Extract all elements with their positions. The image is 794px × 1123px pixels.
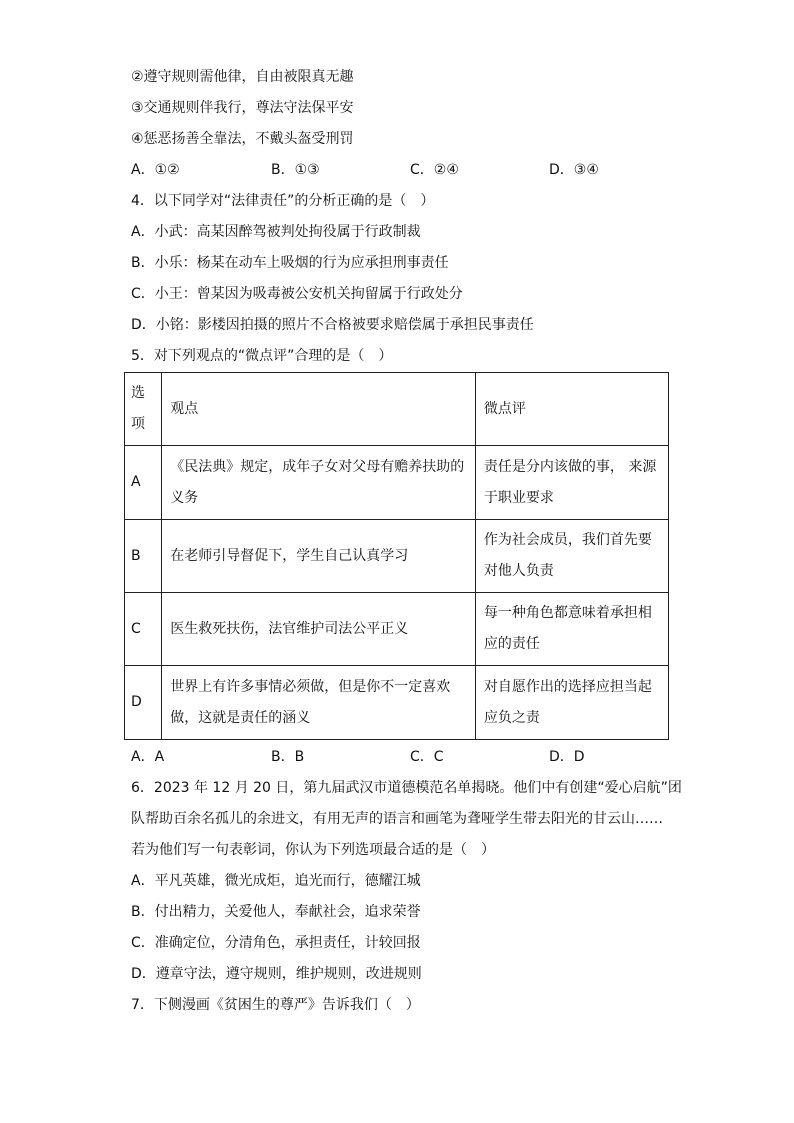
q5-option-b[interactable]: B．B [271,749,305,765]
row-option: D [125,666,162,740]
row-option: B [125,520,162,593]
q6-stem-line-3: 若为他们写一句表彰词，你认为下列选项最合适的是（ ） [131,842,495,858]
statement-4: ④惩恶扬善全靠法，不戴头盔受刑罚 [131,131,354,147]
row-viewpoint: 《民法典》规定，成年子女对父母有赡养扶助的义务 [162,446,476,520]
table-row [125,520,669,593]
q6-option-b[interactable]: B．付出精力，关爱他人，奉献社会，追求荣誉 [131,904,421,920]
header-viewpoint: 观点 [162,373,476,446]
row-viewpoint: 世界上有许多事情必须做，但是你不一定喜欢做，这就是责任的涵义 [162,666,476,740]
q5-option-c[interactable]: C．C [410,749,444,765]
q5-option-a[interactable]: A．A [131,749,165,765]
header-option: 选项 [125,373,162,446]
q6-option-a[interactable]: A．平凡英雄，微光成炬，追光而行，德耀江城 [131,873,421,889]
table-row [125,593,669,666]
q3-option-d[interactable]: D．③④ [549,162,599,178]
row-option: C [125,593,162,666]
q6-option-d[interactable]: D．遵章守法，遵守规则，维护规则，改进规则 [131,966,422,982]
statement-3: ③交通规则伴我行，尊法守法保平安 [131,100,354,116]
q5-option-d[interactable]: D．D [549,749,585,765]
q4-option-a[interactable]: A．小武：高某因醉驾被判处拘役属于行政制裁 [131,224,421,240]
header-comment: 微点评 [475,373,668,446]
table-row [125,666,669,740]
q5-stem: 5．对下列观点的“微点评”合理的是（ ） [131,348,393,364]
q5-options [131,747,691,767]
q6-stem-line-1: 6．2023 年 12 月 20 日，第九届武汉市道德模范名单揭晓。他们中有创建“爱心启航”团 [131,780,682,796]
row-comment: 每一种角色都意味着承担相应的责任 [475,593,668,666]
row-comment: 作为社会成员，我们首先要对他人负责 [475,520,668,593]
q4-stem: 4．以下同学对“法律责任”的分析正确的是（ ） [131,193,435,209]
q3-option-b[interactable]: B．①③ [271,162,320,178]
q6-option-c[interactable]: C．准确定位，分清角色，承担责任，计较回报 [131,935,421,951]
q3-option-a[interactable]: A．①② [131,162,180,178]
row-comment: 责任是分内该做的事， 来源于职业要求 [475,446,668,520]
q3-option-c[interactable]: C．②④ [410,162,459,178]
table-header-row [125,373,669,446]
row-option: A [125,446,162,520]
q7-stem: 7．下侧漫画《贫困生的尊严》告诉我们（ ） [131,997,420,1013]
row-viewpoint: 在老师引导督促下，学生自己认真学习 [162,520,476,593]
q3-options [131,160,691,180]
q4-option-b[interactable]: B．小乐：杨某在动车上吸烟的行为应承担刑事责任 [131,255,449,271]
q4-option-d[interactable]: D．小铭：影楼因拍摄的照片不合格被要求赔偿属于承担民事责任 [131,317,534,333]
q4-option-c[interactable]: C．小王：曾某因为吸毒被公安机关拘留属于行政处分 [131,286,463,302]
row-comment: 对自愿作出的选择应担当起应负之责 [475,666,668,740]
statement-2: ②遵守规则需他律，自由被限真无趣 [131,69,354,85]
q6-stem-line-2: 队帮助百余名孤儿的余进文，有用无声的语言和画笔为聋哑学生带去阳光的甘云山…… [131,811,663,827]
q5-table [124,372,669,740]
table-row [125,446,669,520]
row-viewpoint: 医生救死扶伤，法官维护司法公平正义 [162,593,476,666]
